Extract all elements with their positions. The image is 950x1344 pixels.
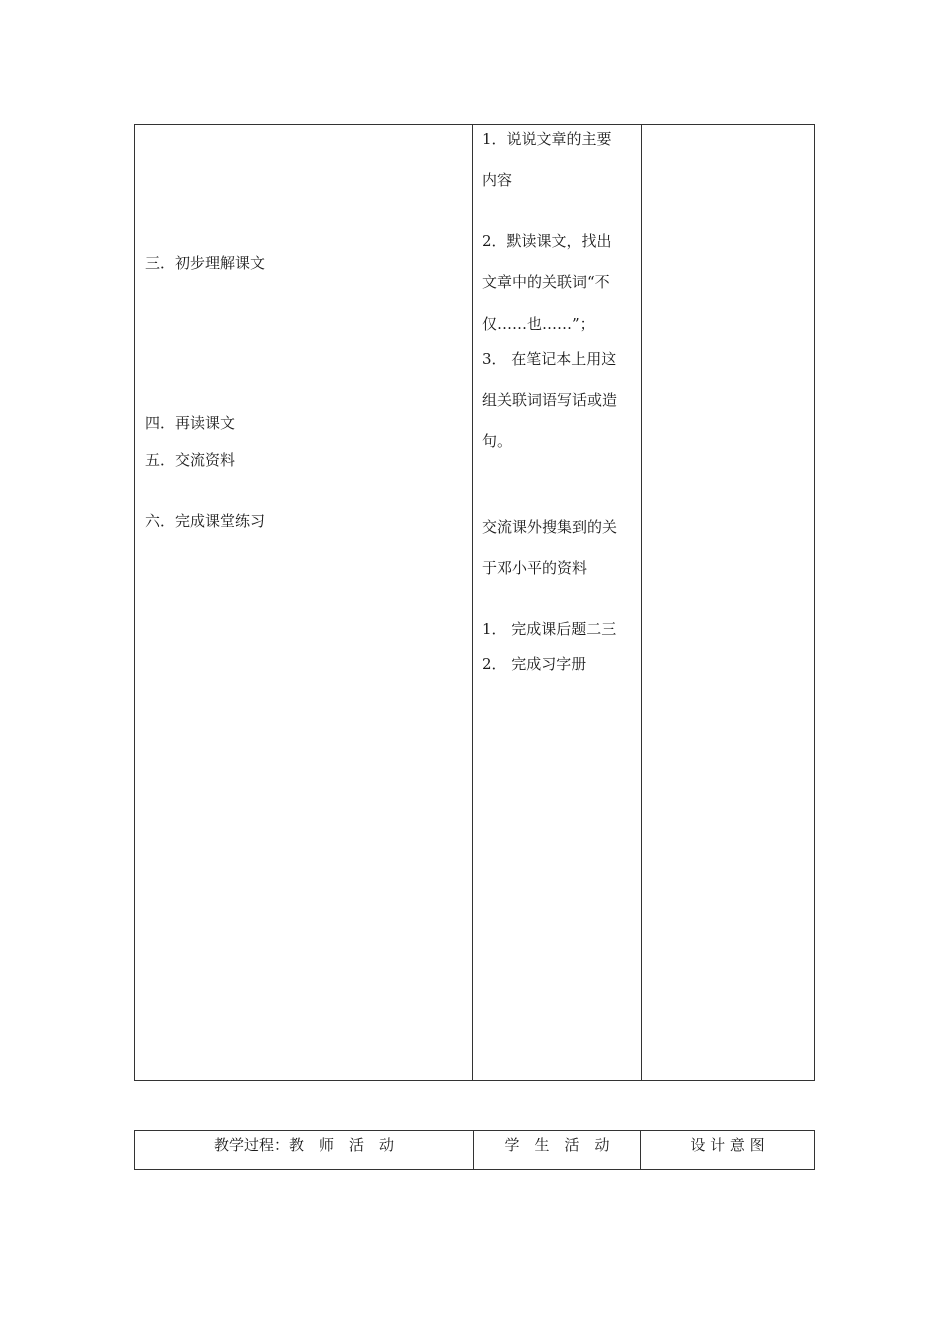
student-line: 1． 完成课后题二三 bbox=[482, 620, 617, 638]
header-design-intent: 设 计 意 图 bbox=[690, 1136, 765, 1154]
student-line: 2．默读课文，找出 bbox=[482, 232, 612, 250]
student-line: 内容 bbox=[482, 171, 513, 189]
header-student-activity: 学 生 活 动 bbox=[474, 1131, 641, 1169]
header-teacher-activity: 教学过程：教 师 活 动 bbox=[135, 1131, 474, 1169]
design-intent-cell bbox=[642, 125, 814, 1080]
student-line: 仅……也……”； bbox=[482, 315, 595, 333]
student-line: 交流课外搜集到的关 bbox=[482, 518, 618, 536]
student-activity-cell bbox=[473, 125, 642, 1080]
student-line: 1．说说文章的主要 bbox=[482, 130, 612, 148]
teacher-activity-cell bbox=[135, 125, 473, 1080]
student-line: 文章中的关联词“不 bbox=[482, 273, 610, 291]
teacher-step-3: 三．初步理解课文 bbox=[145, 254, 266, 272]
student-line: 组关联词语写话或造 bbox=[482, 391, 618, 409]
student-line: 3． 在笔记本上用这 bbox=[482, 350, 617, 368]
student-line: 于邓小平的资料 bbox=[482, 559, 588, 577]
teacher-step-4: 四．再读课文 bbox=[145, 414, 236, 432]
student-line: 句。 bbox=[482, 432, 513, 450]
lesson-activity-table bbox=[134, 124, 815, 1081]
student-line: 2． 完成习字册 bbox=[482, 655, 587, 673]
teacher-step-6: 六．完成课堂练习 bbox=[145, 512, 266, 530]
lesson-header-table bbox=[134, 1130, 815, 1170]
teacher-step-5: 五．交流资料 bbox=[145, 451, 236, 469]
